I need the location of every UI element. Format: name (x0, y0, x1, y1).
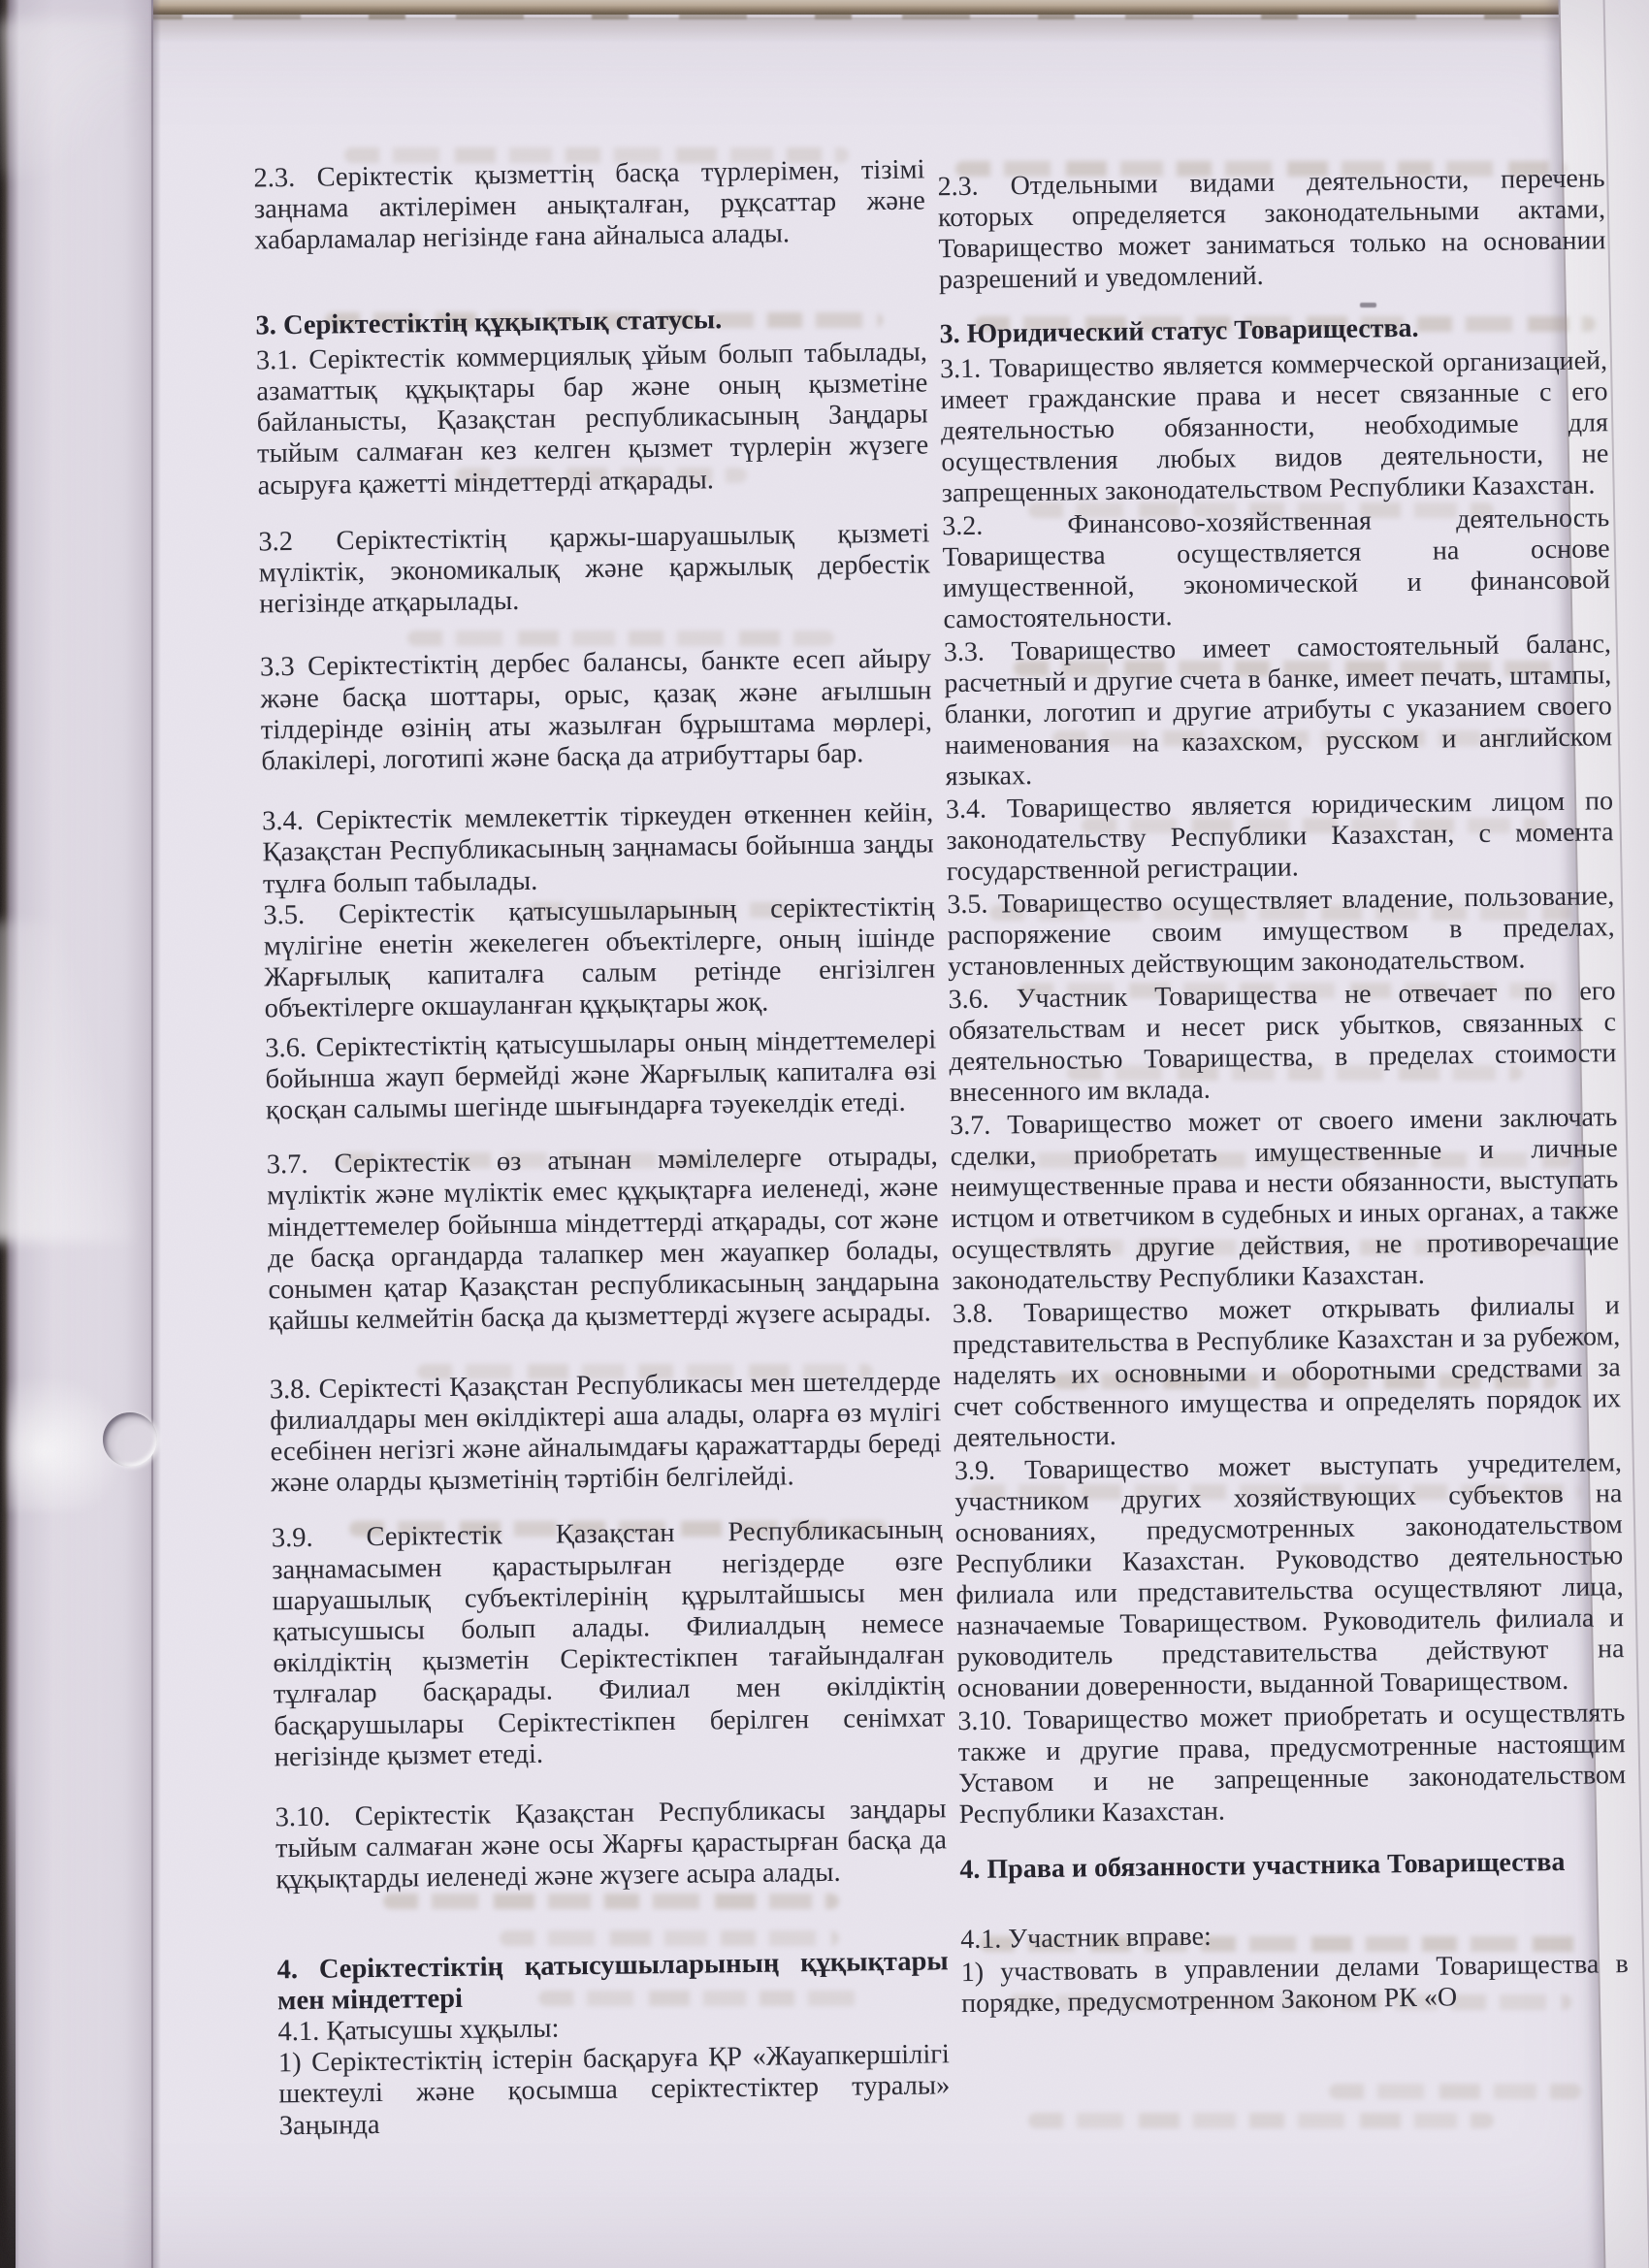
list-item-1-kk: 1) Серіктестіктің істерін басқаруға ҚР «Жауапкершілігі шектеулі және қосымша серіктестіктер туралы» Заңында (277, 2039, 951, 2141)
paragraph-3-2-ru: 3.2. Финансово-хозяйственная деятельность Товарищества осуществляется на основе имущественной, экономической и финансовой самостоятельности. (942, 502, 1611, 635)
paragraph-3-1-kk: 3.1. Серіктестік коммерциялық ұйым болып табылады, азаматтық құқықтары бар және оның қызметіне байланысты, Қазақстан республикасының Заңдары тыйым салмаған кез келген қызмет түрлерін жүзеге асыруға қажетті міндеттерді атқарады. (255, 337, 929, 502)
paragraph-3-6-kk: 3.6. Серіктестіктің қатысушылары оның міндеттемелері бойынша жауп бермейді және Жарғылық капиталға өзі қосқан салымы шегінде шығындарға тәуекелдік етеді. (265, 1024, 937, 1126)
paragraph-3-5-ru: 3.5. Товарищество осуществляет владение, пользование, распоряжение своим имуществом в пределах, установленных действующим законодательством. (947, 881, 1615, 983)
section-3-heading-ru: 3. Юридический статус Товарищества. (939, 312, 1419, 350)
list-item-1-ru: 1) участвовать в управлении делами Товарищества в порядке, предусмотренном Законом РК «О (960, 1949, 1629, 2020)
paragraph-3-3-kk: 3.3 Серіктестіктің дербес балансы, банкте есеп айыру және басқа шоттары, орыс, қазақ және ағылшын тілдерінде өзінің аты жазылған бұрыштама мөрлері, блакілері, логотипі және басқа да атрибуттары бар. (259, 643, 933, 777)
dark-left-corner (0, 1764, 16, 2268)
section-3-heading-kk: 3. Серіктестіктің құқықтық статусы. (255, 304, 723, 341)
paragraph-2-3-kk: 2.3. Серіктестік қызметтің басқа түрлерімен, тізімі заңнама актілерімен анықталған, рұқсаттар және хабарламалар негізінде ғана айналыса алады. (253, 154, 926, 256)
section-4-heading-kk: 4. Серіктестіктің қатысушыларының құқықтары мен міндеттері (276, 1945, 949, 2017)
paragraph-3-4-ru: 3.4. Товарищество является юридическим лицом по законодательству Республики Казахстан, с момента государственной регистрации. (945, 786, 1614, 888)
paragraph-3-10-kk: 3.10. Серіктестік Қазақстан Республикасы заңдары тыйым салмаған және осы Жарғы қарастырған басқа да құқықтарды иеленеді және жүзеге асыра алады. (275, 1794, 948, 1895)
paragraph-3-5-kk: 3.5. Серіктестік қатысушыларының серіктестіктің мүлігіне енетін жекелеген объектілерге, оның ішінде Жарғылық капиталға салым ретінде енгізілген объектілерге окшауланған құқықтары жоқ. (263, 891, 936, 1024)
paragraph-3-3-ru: 3.3. Товарищество имеет самостоятельный баланс, расчетный и другие счета в банке, имеет печать, штампы, бланки, логотип и другие атрибуты с указанием своего наименования на казахском, русском и английском языках. (943, 629, 1613, 793)
paragraph-4-1-kk: 4.1. Қатысушы хұқылы: (277, 2013, 560, 2048)
paragraph-3-1-ru: 3.1. Товарищество является коммерческой организацией, имеет гражданские права и несет связанные с его деятельностью обязанности, необходимые для осуществления любых видов деятельности, не запрещенных законодательством Республики Казахстан. (939, 345, 1609, 509)
kazakh-column (253, 154, 951, 2142)
paragraph-2-3-ru: 2.3. Отдельными видами деятельности, перечень которых определяется законодательными актами, Товарищество может заниматься только на основании разрешений и уведомлений. (937, 163, 1606, 296)
paragraph-3-9-kk: 3.9. Серіктестік Қазақстан Республикасының заңнамасымен қарастырылған негіздерде өзге шаруашылық субъектілерінің құрылтайшысы мен қатысушысы болып алады. Филиалдың немесе өкілдіктің қызметін Серіктестікпен тағайындалған тұлғалар басқарады. Филиал мен өкілдіктің басқарушылары Серіктестікпен берілген сенімхат негізінде қызмет етеді. (271, 1514, 946, 1773)
paragraph-3-6-ru: 3.6. Участник Товарищества не отвечает по его обязательствам и несет риск убытков, связанных с деятельностью Товарищества, в пределах стоимости внесенного им вклада. (948, 976, 1617, 1109)
paragraph-3-7-kk: 3.7. Серіктестік өз атынан мәмілелерге отырады, мүліктік және мүліктік емес құқықтарға иеленеді, және міндеттемелер бойынша міндеттерді атқарады, сот және де басқа органдарда талапкер мен жауапкер болады, сонымен қатар Қазақстан республикасының заңдарына қайшы келмейтін басқа да қызметтерді жүзеге асырады. (266, 1141, 940, 1337)
paragraph-3-4-kk: 3.4. Серіктестік мемлекеттік тіркеуден өткеннен кейін, Қазақстан Республикасының заңнамасы бойынша заңды тұлға болып табылады. (261, 797, 934, 900)
section-4-heading-ru: 4. Права и обязанности участника Товарищества (959, 1846, 1566, 1886)
paragraph-3-9-ru: 3.9. Товарищество может выступать учредителем, участником других хозяйствующих субъектов на основаниях, предусмотренных законодательством Республики Казахстан. Руководство деятельностью филиала или представительства осуществляют лица, назначаемые Товариществом. Руководитель филиала и руководитель представительства действуют на основании доверенности, выданной Товариществом. (954, 1447, 1625, 1704)
paragraph-3-2-kk: 3.2 Серіктестіктің қаржы-шаруашылық қызметі мүліктік, экономикалық және қаржылық дербестік негізінде атқарылады. (258, 518, 930, 620)
paragraph-4-1-ru: 4.1. Участник вправе: (960, 1921, 1212, 1956)
paragraph-3-8-ru: 3.8. Товарищество может открывать филиалы и представительства в Республике Казахстан и за рубежом, наделять их основными и оборотными средствами за счет собственного имущества и определять порядок их деятельности. (952, 1290, 1622, 1454)
paragraph-3-7-ru: 3.7. Товарищество может от своего имени заключать сделки, приобретать имущественные и личные неимущественные права и нести обязанности, выступать истцом и ответчиком в судебных и иных органах, а также осуществлять другие действия, не противоречащие законодательству Республики Казахстан. (950, 1102, 1620, 1297)
paragraph-3-8-kk: 3.8. Серіктесті Қазақстан Республикасы мен шетелдерде филиалдары мен өкілдіктері аша алады, оларға өз мүлігі есебінен негізгі және айналымдағы қаражаттарды береді және оларды қызметінің тәртібін белгілейді. (269, 1365, 942, 1499)
paragraph-3-10-ru: 3.10. Товарищество может приобретать и осуществлять также и другие права, предусмотренные настоящим Уставом и не запрещенные законодательством Республики Казахстан. (957, 1698, 1627, 1831)
russian-column (937, 163, 1629, 2020)
